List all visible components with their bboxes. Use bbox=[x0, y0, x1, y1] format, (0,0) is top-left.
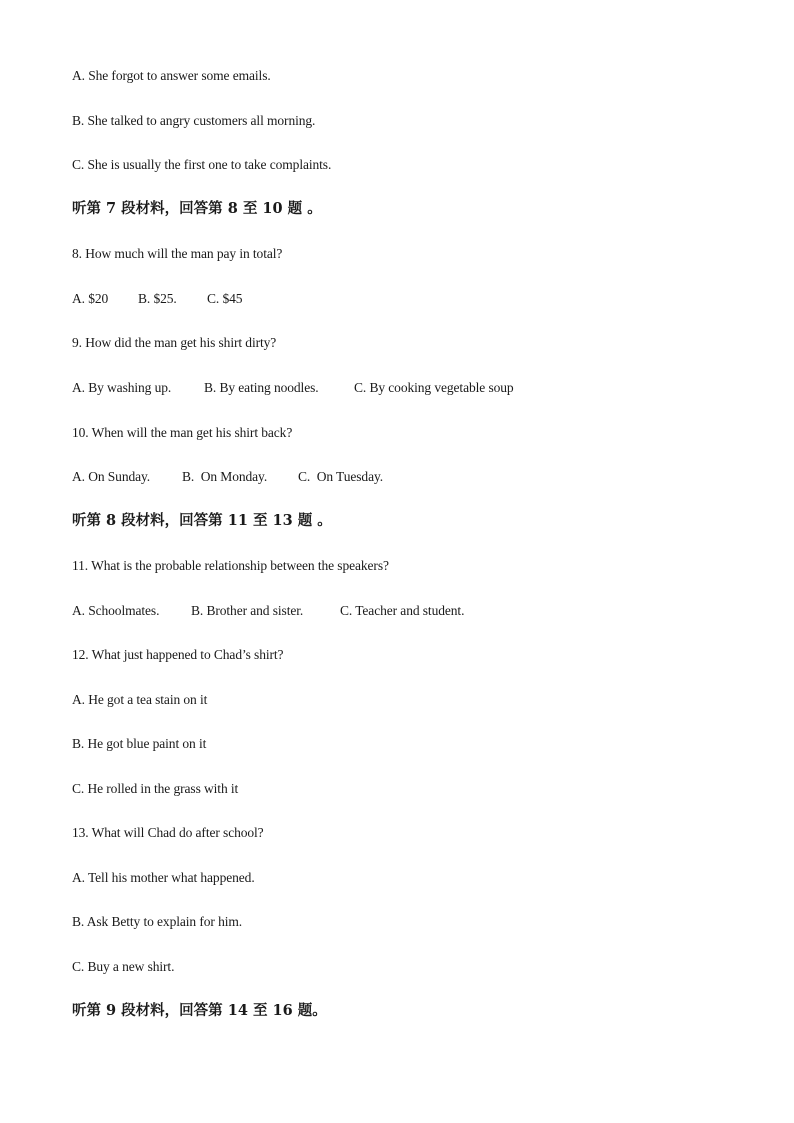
q12-option-b: B. He got blue paint on it bbox=[72, 736, 207, 751]
q9-option-b: B. By eating noodles. bbox=[204, 380, 319, 395]
q7-option-a: A. She forgot to answer some emails. bbox=[72, 68, 271, 83]
q10-option-c: C. On Tuesday. bbox=[298, 469, 384, 484]
q13-option-c: C. Buy a new shirt. bbox=[72, 959, 175, 974]
section-heading-7: 听第 7 段材料，回答第 8 至 10 题 。 bbox=[72, 200, 322, 217]
q10-option-b: B. On Monday. bbox=[182, 469, 268, 484]
q8-option-c: C. $45 bbox=[207, 291, 243, 306]
q13-option-b: B. Ask Betty to explain for him. bbox=[72, 914, 243, 929]
q10-question: 10. When will the man get his shirt back? bbox=[72, 425, 293, 440]
q8-option-a: A. $20 bbox=[72, 291, 109, 306]
q12-question: 12. What just happened to Chad’s shirt? bbox=[72, 647, 284, 662]
section-heading-9: 听第 9 段材料，回答第 14 至 16 题。 bbox=[72, 1002, 327, 1019]
q9-question: 9. How did the man get his shirt dirty? bbox=[72, 335, 277, 350]
q12-option-a: A. He got a tea stain on it bbox=[72, 692, 208, 707]
q11-option-b: B. Brother and sister. bbox=[191, 603, 304, 618]
q13-question: 13. What will Chad do after school? bbox=[72, 825, 264, 840]
q11-option-a: A. Schoolmates. bbox=[72, 603, 160, 618]
q12-option-c: C. He rolled in the grass with it bbox=[72, 781, 239, 796]
q11-question: 11. What is the probable relationship between the speakers? bbox=[72, 558, 389, 573]
q8-question: 8. How much will the man pay in total? bbox=[72, 246, 283, 261]
q9-option-c: C. By cooking vegetable soup bbox=[354, 380, 514, 395]
section-heading-8: 听第 8 段材料，回答第 11 至 13 题 。 bbox=[72, 512, 332, 529]
q11-option-c: C. Teacher and student. bbox=[340, 603, 465, 618]
q13-option-a: A. Tell his mother what happened. bbox=[72, 870, 255, 885]
q8-option-b: B. $25. bbox=[138, 291, 177, 306]
q10-option-a: A. On Sunday. bbox=[72, 469, 151, 484]
q9-option-a: A. By washing up. bbox=[72, 380, 172, 395]
q7-option-c: C. She is usually the first one to take complaints. bbox=[72, 157, 332, 172]
q7-option-b: B. She talked to angry customers all morning. bbox=[72, 113, 316, 128]
